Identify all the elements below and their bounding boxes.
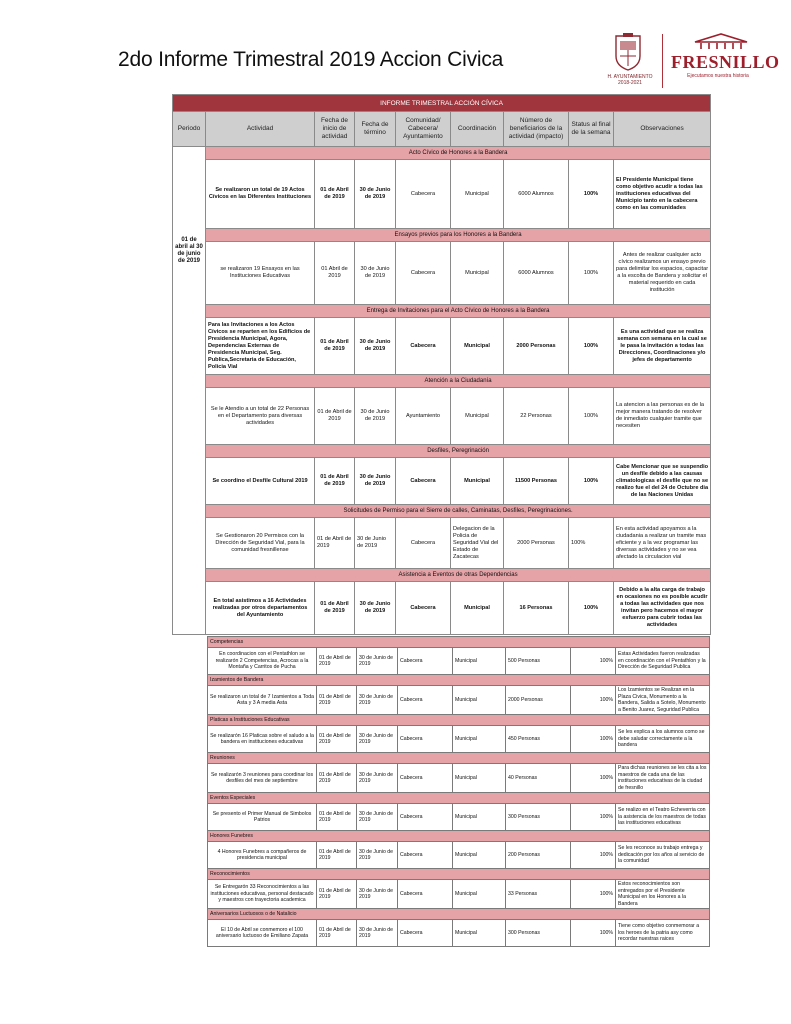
table-banner: INFORME TRIMESTRAL ACCIÓN CÍVICA <box>173 95 711 112</box>
status-cell: 100% <box>571 726 616 753</box>
coordination-cell: Municipal <box>453 804 506 831</box>
start-date-cell: 01 de Abril de 2019 <box>317 880 357 909</box>
community-cell: Cabecera <box>398 686 453 715</box>
beneficiaries-cell: 33 Personas <box>506 880 571 909</box>
report-table <box>172 94 710 947</box>
start-date-cell: 01 Abril de 2019 <box>315 242 355 305</box>
observations-cell: Se realizo en el Teatro Echeverria con la asistencia de los maestros de todas las instituciones educativas <box>616 804 710 831</box>
section-title: Entrega de Invitaciones para el Acto Cívico de Honores a la Bandera <box>206 305 711 318</box>
start-date-cell: 01 de Abril de 2019 <box>315 582 355 635</box>
status-cell: 100% <box>571 764 616 793</box>
status-cell: 100% <box>569 318 614 375</box>
observations-cell: En esta actividad apoyamos a la ciudadania a realizar un tramite mas eficiente y a la vez programar las diversas actividades y no se vea afectado la circulacion vial <box>614 518 711 569</box>
start-date-cell: 01 de Abril de 2019 <box>317 686 357 715</box>
table-row <box>208 842 710 869</box>
activity-cell: Se le Atendio a un total de 22 Personas en el Departamento para diversas actividades <box>206 388 315 445</box>
start-date-cell: 01 de Abril de 2019 <box>315 318 355 375</box>
community-cell: Ayuntamiento <box>396 388 451 445</box>
municipal-crest-icon <box>613 32 643 72</box>
beneficiaries-cell: 300 Personas <box>506 920 571 947</box>
coordination-cell: Municipal <box>453 842 506 869</box>
community-cell: Cabecera <box>396 518 451 569</box>
start-date-cell: 01 de Abril de 2019 <box>317 648 357 675</box>
beneficiaries-cell: 2000 Personas <box>504 318 569 375</box>
activity-cell: 4 Honores Funebres a compañeros de presidencia municipal <box>208 842 317 869</box>
end-date-cell: 30 de Junio de 2019 <box>355 318 396 375</box>
coordination-cell: Delegacion de la Policia de Seguridad Vial del Estado de Zacatecas <box>451 518 504 569</box>
section-title: Ensayos previos para los Honores a la Bandera <box>206 229 711 242</box>
section-row <box>208 715 710 726</box>
end-date-cell: 30 de Junio de 2019 <box>357 764 398 793</box>
section-title: Honores Funebres <box>208 831 710 842</box>
section-title: Izamientos de Bandera <box>208 675 710 686</box>
crest-years: 2018-2021 <box>618 80 642 86</box>
community-cell: Cabecera <box>398 842 453 869</box>
section-row <box>208 753 710 764</box>
table-row <box>208 764 710 793</box>
column-header: Status al final de la semana <box>569 112 614 147</box>
start-date-cell: 01 de Abril de 2019 <box>317 764 357 793</box>
observations-cell: Debido a la alta carga de trabajo en ocasiones no es posible acudir a todas las actividades que nos invitan pero hacemos el mayor esfuerzo para cubrir todas las actividades <box>614 582 711 635</box>
community-cell: Cabecera <box>398 648 453 675</box>
section-row <box>208 675 710 686</box>
section-row <box>208 909 710 920</box>
activity-cell: Para las Invitaciones a los Actos Cívicos se reparten en los Edificios de Presidencia Municipal, Agora, Dependencias Externas de Presidencia Municipal, Seg. Publica,Secretaria de Educación, Policia Vial <box>206 318 315 375</box>
activity-cell: Se realizarón 3 reuniones para coordinar los desfiles del mes de septiembre <box>208 764 317 793</box>
end-date-cell: 30 de Junio de 2019 <box>355 458 396 505</box>
section-row <box>208 869 710 880</box>
community-cell: Cabecera <box>396 160 451 229</box>
end-date-cell: 30 de Junio de 2019 <box>355 582 396 635</box>
observations-cell: Tiene como objetivo conmemorar a los heroes de la patria asy como recordar nuestras raices <box>616 920 710 947</box>
status-cell: 100% <box>569 160 614 229</box>
status-cell: 100% <box>571 804 616 831</box>
status-cell: 100% <box>569 458 614 505</box>
coordination-cell: Municipal <box>451 388 504 445</box>
community-cell: Cabecera <box>398 880 453 909</box>
status-cell: 100% <box>569 242 614 305</box>
column-header: Fecha de inicio de actividad <box>315 112 355 147</box>
activity-cell: se realizaron 19 Ensayos en las Instituciones Educativas <box>206 242 315 305</box>
status-cell: 100% <box>569 518 614 569</box>
status-cell: 100% <box>571 920 616 947</box>
status-cell: 100% <box>569 388 614 445</box>
end-date-cell: 30 de Junio de 2019 <box>355 242 396 305</box>
section-title: Reconocimientos <box>208 869 710 880</box>
observations-cell: Se les reconoce su trabajo entrega y dedicación por los años al servicio de la comunidad <box>616 842 710 869</box>
activity-cell: Se realizarón 16 Platicas sobre el saludo a la bandera en instituciones educativas <box>208 726 317 753</box>
status-cell: 100% <box>571 648 616 675</box>
table-row <box>208 880 710 909</box>
header-logos <box>605 30 780 92</box>
beneficiaries-cell: 22 Personas <box>504 388 569 445</box>
end-date-cell: 30 de Junio de 2019 <box>357 804 398 831</box>
end-date-cell: 30 de Junio de 2019 <box>355 160 396 229</box>
activity-cell: Se Entregarón 33 Reconocimientos a las instituciones educativas, personal destacado y maestros con trayectoria academica <box>208 880 317 909</box>
community-cell: Cabecera <box>396 458 451 505</box>
section-title: Platicas a Instituciones Educativas <box>208 715 710 726</box>
section-title: Solicitudes de Permiso para el Sierre de calles, Caminatas, Desfiles, Peregrinaciones. <box>206 505 711 518</box>
activity-cell: Se realizaron un total de 19 Actos Cívicos en las Diferentes Instituciones <box>206 160 315 229</box>
building-emblem-icon <box>691 32 751 50</box>
section-title: Eventos Especiales <box>208 793 710 804</box>
observations-cell: Antes de realizar cualquier acto cívico realizamos un ensayo previo para delimitar los espacios, capacitar a la escolta de Bandera y solicitar el material requerido en cada institución <box>614 242 711 305</box>
beneficiaries-cell: 6000 Alumnos <box>504 242 569 305</box>
start-date-cell: 01 de Abril de 2019 <box>317 842 357 869</box>
activity-cell: En total asistimos a 16 Actividades realizadas por otros departamentos del Ayuntamiento <box>206 582 315 635</box>
coordination-cell: Municipal <box>453 764 506 793</box>
section-row <box>208 637 710 648</box>
start-date-cell: 01 de Abril de 2019 <box>317 920 357 947</box>
observations-cell: El Presidente Municipal tiene como objetivo acudir a todas las instituciones educativas del Municipio tanto en la cabecera como en las comunidades <box>614 160 711 229</box>
end-date-cell: 30 de Junio de 2019 <box>357 726 398 753</box>
activity-cell: En coordinacion con el Pentathlon se realizarón 2 Competencias, Acrocas a la Montaña y Carritos de Pucha <box>208 648 317 675</box>
coordination-cell: Municipal <box>451 458 504 505</box>
community-cell: Cabecera <box>396 318 451 375</box>
table-row <box>208 726 710 753</box>
activity-cell: Se realizaron un total de 7 Izamientos a Toda Asta y 3 A media Asta <box>208 686 317 715</box>
section-title: Aniversarios Luctuosos o de Natalicio <box>208 909 710 920</box>
crest-caption: H. AYUNTAMIENTO <box>607 74 653 80</box>
beneficiaries-cell: 11500 Personas <box>504 458 569 505</box>
community-cell: Cabecera <box>398 804 453 831</box>
table-row <box>208 920 710 947</box>
end-date-cell: 30 de Junio de 2019 <box>357 648 398 675</box>
beneficiaries-cell: 500 Personas <box>506 648 571 675</box>
status-cell: 100% <box>571 686 616 715</box>
activity-cell: El 10 de Abril se conmemoro el 100 aniversario luctuoso de Emiliano Zapata <box>208 920 317 947</box>
section-row <box>208 793 710 804</box>
page-title: 2do Informe Trimestral 2019 Accion Civica <box>118 48 504 71</box>
section-title: Asistencia a Eventos de otras Dependencias <box>206 569 711 582</box>
section-title: Atención a la Ciudadanía <box>206 375 711 388</box>
status-cell: 100% <box>571 880 616 909</box>
lower-table <box>207 636 710 947</box>
coordination-cell: Municipal <box>451 242 504 305</box>
observations-cell: La atencion a las personas es de la mejor manera tratando de resolver de inmediato cualquier tramite que necesiten <box>614 388 711 445</box>
status-cell: 100% <box>569 582 614 635</box>
coordination-cell: Municipal <box>453 686 506 715</box>
table-row <box>208 648 710 675</box>
status-cell: 100% <box>571 842 616 869</box>
table-row <box>208 804 710 831</box>
activity-cell: Se presento el Primer Manual de Simbolos Patrios <box>208 804 317 831</box>
beneficiaries-cell: 300 Personas <box>506 804 571 831</box>
end-date-cell: 30 de Junio de 2019 <box>357 880 398 909</box>
end-date-cell: 30 de Junio de 2019 <box>357 686 398 715</box>
end-date-cell: 30 de Junio de 2019 <box>357 842 398 869</box>
coordination-cell: Municipal <box>453 920 506 947</box>
coordination-cell: Municipal <box>453 726 506 753</box>
column-header: Fecha de término <box>355 112 396 147</box>
end-date-cell: 30 de Junio de 2019 <box>355 518 396 569</box>
logo-divider <box>662 34 663 88</box>
observations-cell: Cabe Mencionar que se suspendio un desfile debido a las causas climatologicas el desfile que no se realizo fue el del 24 de Octubre dia de las Naciones Unidas <box>614 458 711 505</box>
community-cell: Cabecera <box>398 920 453 947</box>
coordination-cell: Municipal <box>453 880 506 909</box>
column-header: Periodo <box>173 112 206 147</box>
beneficiaries-cell: 200 Personas <box>506 842 571 869</box>
community-cell: Cabecera <box>396 582 451 635</box>
beneficiaries-cell: 16 Personas <box>504 582 569 635</box>
community-cell: Cabecera <box>398 764 453 793</box>
start-date-cell: 01 de Abril de 2019 <box>315 518 355 569</box>
community-cell: Cabecera <box>398 726 453 753</box>
activity-cell: Se coordino el Desfile Cultural 2019 <box>206 458 315 505</box>
observations-cell: Estos reconocimientos son entregados por el Presidente Municipal en los Honores a la Bandera <box>616 880 710 909</box>
observations-cell: Se les explica a los alumnos como se debe saludar correctamente a la bandera <box>616 726 710 753</box>
column-header: Actividad <box>206 112 315 147</box>
start-date-cell: 01 de Abril de 2019 <box>315 160 355 229</box>
brand-name: FRESNILLO <box>671 52 780 72</box>
coordination-cell: Municipal <box>451 318 504 375</box>
beneficiaries-cell: 2000 Personas <box>504 518 569 569</box>
start-date-cell: 01 de Abril de 2019 <box>317 804 357 831</box>
activity-cell: Se Gestionaron 20 Permisos con la Dirección de Seguridad Vial, para la comunidad fresnillense <box>206 518 315 569</box>
observations-cell: Los Izamientos se Realizan en la Plaza Civica, Monumento a la Bandera, Salida a Sotelo, Monumento a Benito Juarez, Seguridad Publica <box>616 686 710 715</box>
beneficiaries-cell: 450 Personas <box>506 726 571 753</box>
beneficiaries-cell: 6000 Alumnos <box>504 160 569 229</box>
observations-cell: Para dichas reuniones se les cita a los maestros de cada una de las instituciones educativas de la ciudad de fresnillo <box>616 764 710 793</box>
column-header: Observaciones <box>614 112 711 147</box>
section-title: Reuniones <box>208 753 710 764</box>
period-cell: 01 de abril al 30 de junio de 2019 <box>173 147 206 635</box>
community-cell: Cabecera <box>396 242 451 305</box>
observations-cell: Estas Actividades fueron realizadas en coordinación con el Pentathlon y la Dirección de Seguridad Publica <box>616 648 710 675</box>
end-date-cell: 30 de Junio de 2019 <box>355 388 396 445</box>
coordination-cell: Municipal <box>451 582 504 635</box>
start-date-cell: 01 de Abril de 2019 <box>315 458 355 505</box>
observations-cell: Es una actividad que se realiza semana con semana en la cual se le pasa la invitación a todas las Direcciones, Coordinaciones y/o jefes de departamento <box>614 318 711 375</box>
start-date-cell: 01 de Abril de 2019 <box>315 388 355 445</box>
column-header: Comunidad/ Cabecera/ Ayuntamiento <box>396 112 451 147</box>
section-row <box>208 831 710 842</box>
section-title: Acto Cívico de Honores a la Bandera <box>206 147 711 160</box>
brand-tagline: Ejecutamos nuestra historia <box>687 73 749 79</box>
section-title: Competencias <box>208 637 710 648</box>
column-header: Coordinación <box>451 112 504 147</box>
beneficiaries-cell: 2000 Personas <box>506 686 571 715</box>
section-title: Desfiles, Peregrinación <box>206 445 711 458</box>
beneficiaries-cell: 40 Personas <box>506 764 571 793</box>
column-header: Número de beneficiarios de la actividad (impacto) <box>504 112 569 147</box>
start-date-cell: 01 de Abril de 2019 <box>317 726 357 753</box>
end-date-cell: 30 de Junio de 2019 <box>357 920 398 947</box>
table-row <box>208 686 710 715</box>
coordination-cell: Municipal <box>453 648 506 675</box>
coordination-cell: Municipal <box>451 160 504 229</box>
